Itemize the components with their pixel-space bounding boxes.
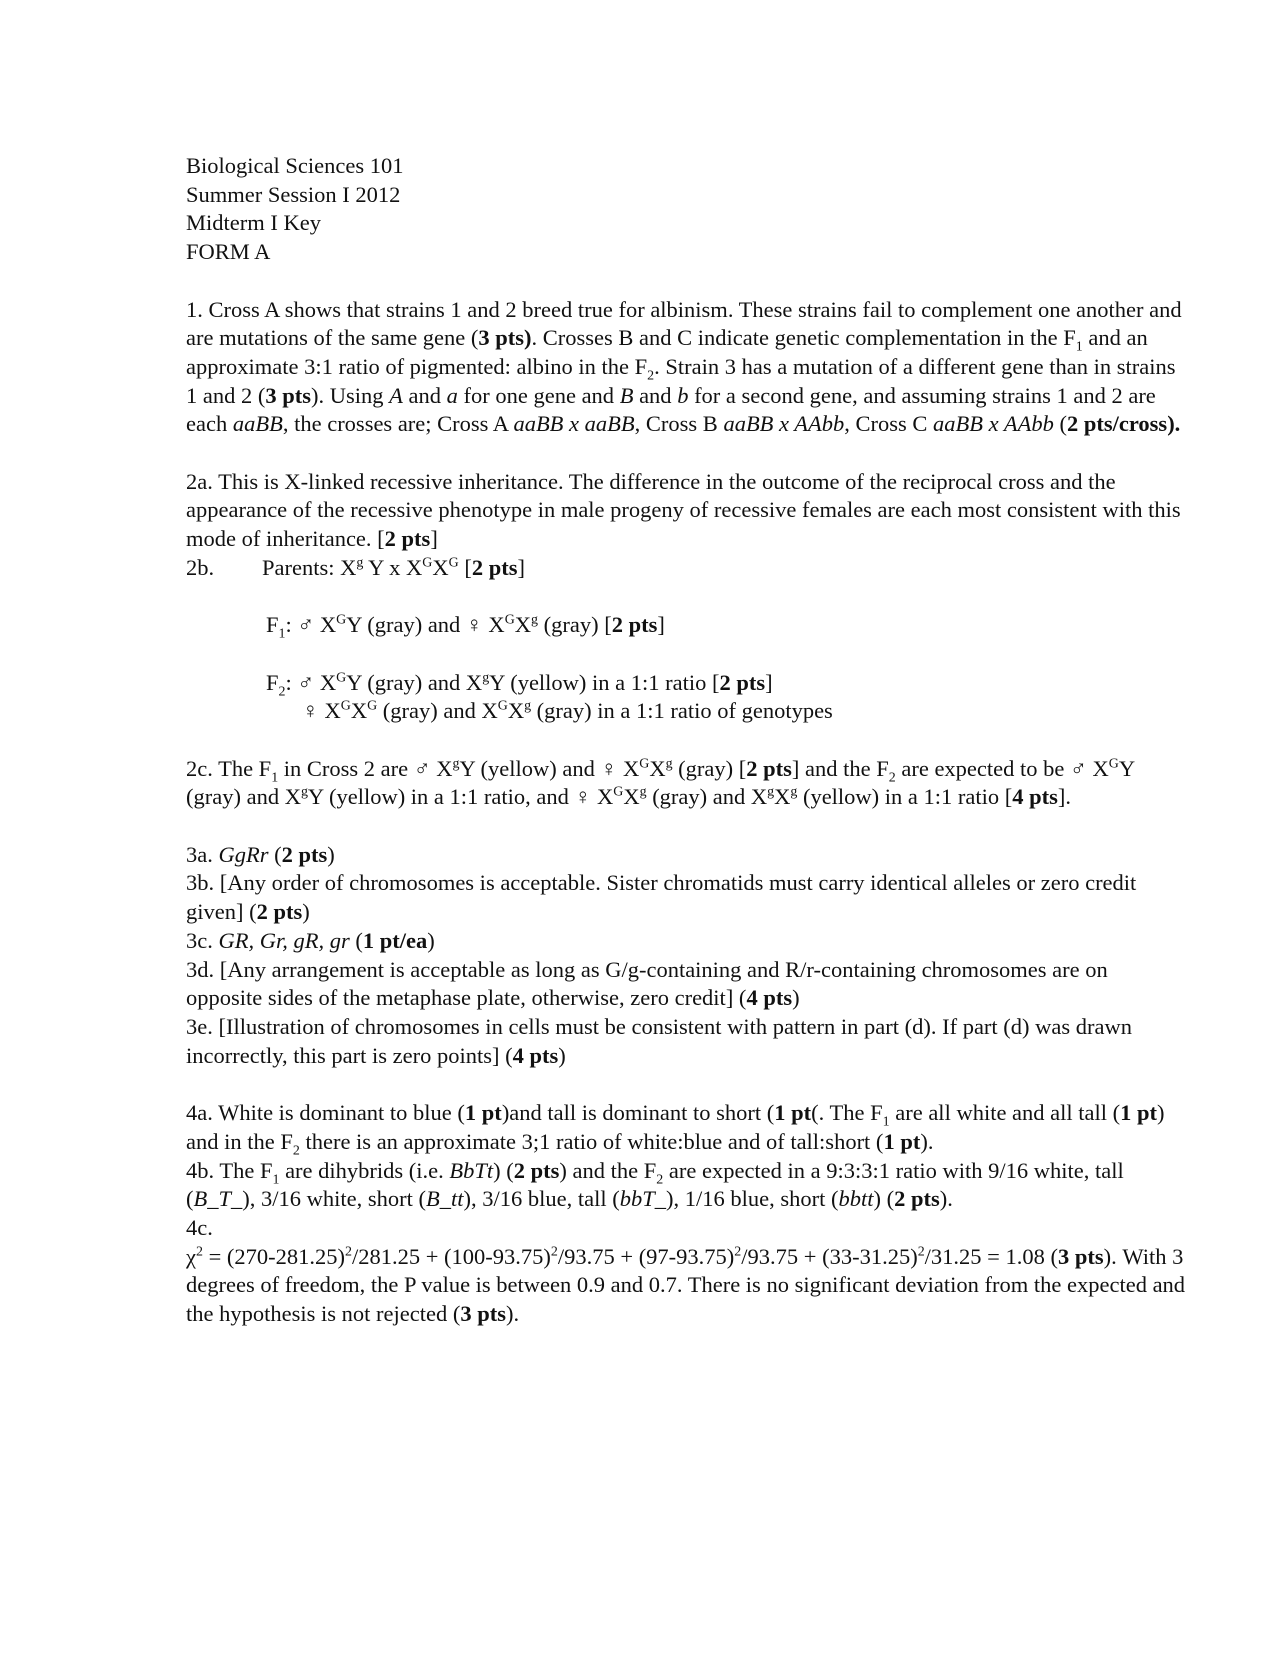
- answer-1: 1. Cross A shows that strains 1 and 2 breed true for albinism. These strains fail to complement one another and are mutations of the same gene (3 pts). Crosses B and C indicate genetic complementation in the $F_1$ and an approximate 3:1 ratio of pigmented: albino in the $F_2$. Strain 3 has a mutation of a different gene than in strains 1 and 2 (3 pts). Using A and a for one gene and B and b for a second gene, and assuming strains 1 and 2 are each aaBB, the crosses are; Cross A aaBB x aaBB, Cross B aaBB x AAbb, Cross C aaBB x AAbb (2 pts/cross).: [186, 296, 1182, 437]
- exam-title: Midterm I Key: [186, 210, 321, 236]
- answer-3c: 3c. GR, Gr, gR, gr (1 pt/ea): [186, 927, 435, 953]
- answer-3e: 3e. [Illustration of chromosomes in cells must be consistent with pattern in part (d). If part (d) was drawn incorrectly, this part is zero points] (4 pts): [186, 1014, 1133, 1068]
- answer-4c-label: 4c.: [186, 1214, 213, 1240]
- answer-2a: 2a. This is X-linked recessive inheritance. The difference in the outcome of the reciprocal cross and the appearance of the recessive phenotype in male progeny of recessive females are each most consistent with this mode of inheritance. [2 pts]: [186, 468, 1181, 552]
- answer-3d: 3d. [Any arrangement is acceptable as long as G/g-containing and R/r-containing chromosomes are on opposite sides of the metaphase plate, otherwise, zero credit] (4 pts): [186, 956, 1108, 1011]
- answer-4b: 4b. The $F_1$ are dihybrids (i.e. BbTt) (2 pts) and the $F_2$ are expected in a 9:3:3:1 ratio with 9/16 white, tall (B_T_), 3/16 white, short (B_tt), 3/16 blue, tall (bbT_), 1/16 blue, short (bbtt) (2 pts).: [186, 1157, 1124, 1212]
- answer-3b: 3b. [Any order of chromosomes is acceptable. Sister chromatids must carry identical alleles or zero credit given] (2 pts): [186, 870, 1137, 925]
- session-title: Summer Session I 2012: [186, 181, 401, 207]
- answer-2b-f2-females: ♀ $X^GX^G$ (gray) and $X^GX^g$ (gray) in a 1:1 ratio of genotypes: [302, 698, 833, 724]
- answer-2b-parents: 2b. Parents: $X^g$ Y x $X^GX^G$ [2 pts]: [186, 554, 525, 580]
- answer-4a: 4a. White is dominant to blue (1 pt)and tall is dominant to short (1 pt(. The $F_1$ are all white and all tall (1 pt) and in the $F_2$ there is an approximate 3;1 ratio of white:blue and of tall:short (1 pt).: [186, 1100, 1165, 1159]
- answer-3a: 3a. GgRr (2 pts): [186, 841, 335, 867]
- answer-key-body: [186, 152, 1186, 1329]
- answer-2c: 2c. The $F_1$ in Cross 2 are ♂ $X^gY$ (yellow) and ♀ $X^GX^g$ (gray) [2 pts] and the $F_2$ are expected to be ♂ $X^GY$ (gray) and $X^gY$ (yellow) in a 1:1 ratio, and ♀ $X^GX^g$ (gray) and $X^gX^g$ (yellow) in a 1:1 ratio [4 pts].: [186, 755, 1135, 810]
- document-header: [186, 152, 1186, 267]
- answer-4c: $\chi^2 = (270-281.25)^2/281.25 + (100-93.75)^2/93.75 + (97-93.75)^2/93.75 + (33-31.25)^2/31.25 = 1.08$ (3 pts). With 3 degrees of freedom, the P value is between 0.9 and 0.7. There is no significant deviation from the expected and the hypothesis is not rejected (3 pts).: [186, 1243, 1186, 1327]
- answer-2b-f2-males: $F_2$: ♂ $X^GY$ (gray) and $X^gY$ (yellow) in a 1:1 ratio [2 pts]: [266, 669, 773, 700]
- form-label: FORM A: [186, 239, 271, 265]
- course-title: Biological Sciences 101: [186, 153, 404, 178]
- answer-2b-f1: $F_1$: ♂ $X^GY$ (gray) and ♀ $X^GX^g$ (gray) [2 pts]: [266, 612, 665, 642]
